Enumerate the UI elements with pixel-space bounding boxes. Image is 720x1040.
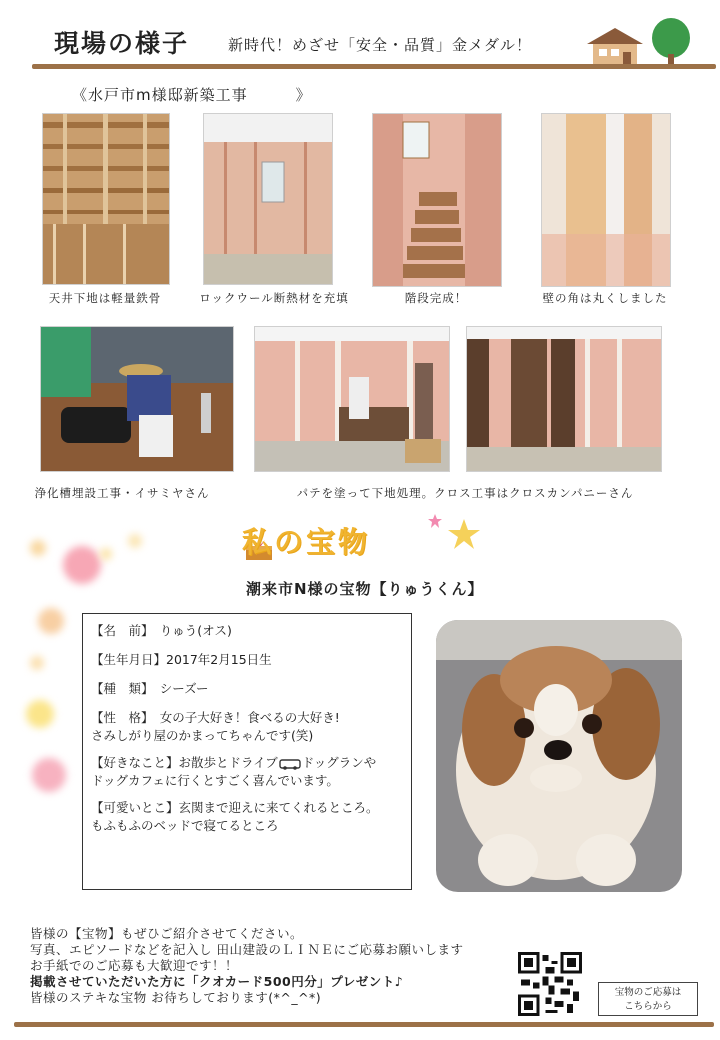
profile-name: 【名 前】 りゅう(オス) [91, 623, 232, 638]
dog-profile-box [82, 613, 412, 890]
header-divider [32, 64, 716, 69]
caption-rounded-corner: 壁の角は丸くしました [542, 291, 668, 305]
footer-line3: お手紙でのご応募も大歓迎です！！ [30, 958, 239, 973]
bokeh-dot [128, 534, 142, 548]
footer-line4: 掲載させていただいた方に「クオカード500円分」プレゼント♪ [30, 974, 404, 989]
footer-line5: 皆様のステキな宝物 お待ちしております(*^_^*) [30, 990, 322, 1005]
bokeh-dot [26, 700, 54, 728]
photo-ceiling-frame [42, 113, 170, 285]
caption-septic: 浄化槽埋設工事・イサミヤさん [34, 486, 210, 500]
qr-label-line2: こちらから [624, 1001, 672, 1012]
page-subtitle: 新時代！めざせ「安全・品質」金メダル！ [228, 36, 533, 54]
page-title: 現場の様子 [54, 29, 190, 58]
car-icon [279, 758, 301, 770]
bokeh-dot [30, 656, 44, 670]
star-icon [446, 518, 482, 550]
profile-personality-line1: 【性 格】 女の子大好き！食べるの大好き! [91, 710, 340, 725]
profile-cute-line1: 【可愛いとこ】玄関まで迎えに来てくれるところ。 [91, 800, 379, 815]
profile-personality [91, 709, 403, 745]
bokeh-dot [32, 758, 66, 792]
profile-birthday: 【生年月日】2017年2月15日生 [91, 652, 272, 667]
caption-ceiling: 天井下地は軽量鉄骨 [48, 291, 162, 305]
footer-line1: 皆様の【宝物】もぜひご紹介させてください。 [30, 926, 304, 941]
caption-stairs: 階段完成！ [404, 291, 468, 305]
footer-divider [14, 1022, 714, 1027]
photo-insulation [203, 113, 333, 285]
profile-cute-line2: もふもふのベッドで寝てるところ [91, 818, 279, 833]
qr-label-line1: 宝物のご応募は [614, 987, 682, 998]
profile-breed: 【種 類】 シーズー [91, 681, 209, 696]
small-star-icon [428, 514, 442, 528]
profile-personality-line2: さみしがり屋のかまってちゃんです(笑) [91, 728, 314, 743]
bokeh-dot [63, 546, 101, 584]
profile-likes-text-cont: ドッグランや [301, 755, 377, 770]
photo-septic-tank [40, 326, 234, 472]
profile-likes-line2: ドッグカフェに行くとすごく喜んでいます。 [91, 773, 339, 788]
profile-cute [91, 799, 403, 835]
tree-icon [650, 16, 692, 68]
caption-insulation: ロックウール断熱材を充填 [199, 291, 349, 305]
caption-putty: パテを塗って下地処理。クロス工事はクロスカンパニーさん [296, 486, 634, 500]
photo-putty-work [254, 326, 450, 472]
footer-text [30, 926, 463, 1006]
photo-cloth-work [466, 326, 662, 472]
treasure-subtitle: 潮来市N様の宝物【りゅうくん】 [246, 580, 484, 598]
qr-code-icon[interactable] [518, 952, 582, 1016]
photo-rounded-corner [541, 113, 671, 287]
profile-likes [91, 754, 403, 790]
profile-likes-line1 [91, 754, 403, 772]
house-icon [585, 26, 645, 68]
project-title: 《水戸市m様邸新築工事 》 [72, 86, 312, 104]
footer-line2: 写真、エピソードなどを記入し 田山建設のＬＩＮＥにご応募お願いします [30, 942, 464, 957]
bokeh-dot [30, 540, 46, 556]
bokeh-dot [100, 548, 112, 560]
profile-likes-text: 【好きなこと】お散歩とドライブ [91, 755, 278, 770]
dog-photo [436, 620, 682, 892]
bokeh-dot [38, 608, 64, 634]
qr-label-box [598, 982, 698, 1016]
photo-stairs [372, 113, 502, 287]
treasure-title: 私の宝物 [242, 525, 371, 559]
